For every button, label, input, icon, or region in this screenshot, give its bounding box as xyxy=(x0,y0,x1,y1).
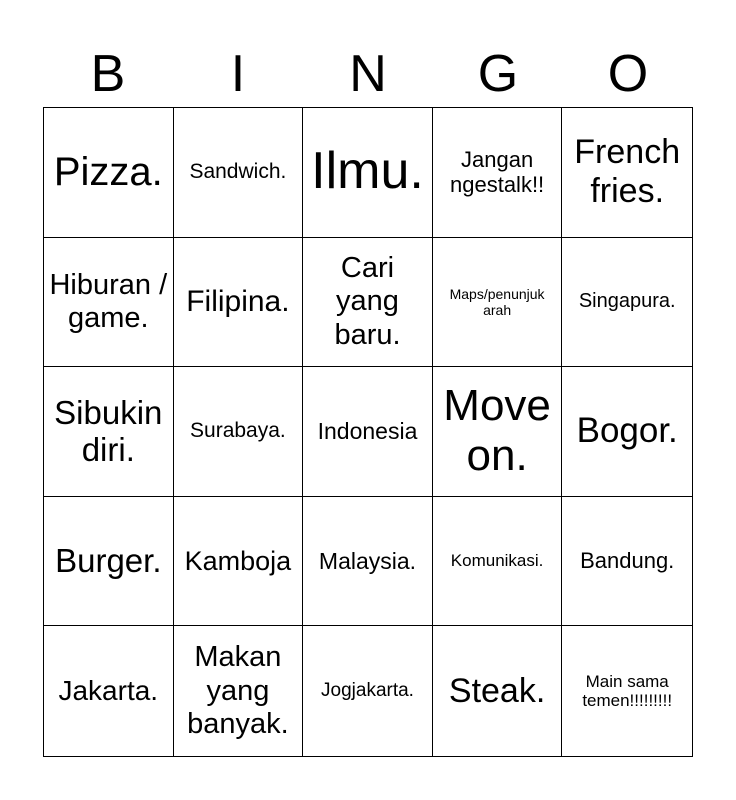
bingo-cell[interactable] xyxy=(433,626,563,756)
bingo-cell[interactable] xyxy=(44,497,174,627)
bingo-cell[interactable] xyxy=(303,497,433,627)
bingo-grid xyxy=(43,107,693,757)
bingo-cell[interactable] xyxy=(174,497,304,627)
cell-text: Makan yang banyak. xyxy=(187,641,289,740)
cell-text: Filipina. xyxy=(186,284,290,318)
bingo-cell[interactable] xyxy=(174,367,304,497)
bingo-cell[interactable] xyxy=(303,626,433,756)
cell-text: Kamboja xyxy=(184,545,292,576)
cell-text: Malaysia. xyxy=(318,547,417,574)
bingo-cell[interactable] xyxy=(44,238,174,368)
bingo-cell[interactable] xyxy=(44,367,174,497)
bingo-cell[interactable] xyxy=(174,108,304,238)
bingo-cell[interactable] xyxy=(433,497,563,627)
cell-text: Surabaya. xyxy=(190,419,286,443)
header-letter-i: I xyxy=(230,45,246,103)
header-letter-n: N xyxy=(349,45,387,103)
bingo-cell[interactable] xyxy=(562,108,692,238)
bingo-cell[interactable] xyxy=(44,108,174,238)
cell-text: Komunikasi. xyxy=(450,551,544,571)
bingo-cell[interactable] xyxy=(174,626,304,756)
bingo-cell[interactable] xyxy=(562,238,692,368)
cell-text: Bogor. xyxy=(576,411,678,451)
cell-text: Sibukin diri. xyxy=(54,393,163,469)
bingo-cell[interactable] xyxy=(303,367,433,497)
cell-text: Jangan ngestalk!! xyxy=(450,147,545,198)
cell-text: Jakarta. xyxy=(58,675,159,707)
bingo-cell[interactable] xyxy=(433,108,563,238)
cell-text: Move on. xyxy=(443,380,551,481)
bingo-cell[interactable] xyxy=(433,238,563,368)
cell-text: Sandwich. xyxy=(189,160,287,184)
cell-text: Main sama temen!!!!!!!!! xyxy=(582,671,673,711)
bingo-cell[interactable] xyxy=(303,108,433,238)
header-letter-b: B xyxy=(90,45,126,103)
header-letter-g: G xyxy=(477,45,519,103)
bingo-cell[interactable] xyxy=(562,497,692,627)
cell-text: Burger. xyxy=(55,542,162,580)
cell-text: Cari yang baru. xyxy=(334,251,401,351)
bingo-cell[interactable] xyxy=(562,367,692,497)
cell-text: Steak. xyxy=(448,671,546,710)
bingo-header xyxy=(43,40,693,108)
cell-text: Hiburan / game. xyxy=(49,268,168,334)
bingo-cell[interactable] xyxy=(44,626,174,756)
bingo-cell[interactable] xyxy=(303,238,433,368)
cell-text: Jogjakarta. xyxy=(321,680,414,702)
bingo-cell[interactable] xyxy=(433,367,563,497)
cell-text: French fries. xyxy=(574,133,681,211)
cell-text: Maps/penunjuk arah xyxy=(449,285,545,318)
bingo-cell[interactable] xyxy=(174,238,304,368)
cell-text: Indonesia xyxy=(317,418,418,445)
bingo-cell[interactable] xyxy=(562,626,692,756)
cell-text: Ilmu. xyxy=(311,142,424,201)
header-letter-o: O xyxy=(607,45,649,103)
cell-text: Singapura. xyxy=(578,290,676,313)
cell-text: Pizza. xyxy=(53,150,163,195)
cell-text: Bandung. xyxy=(580,548,675,574)
